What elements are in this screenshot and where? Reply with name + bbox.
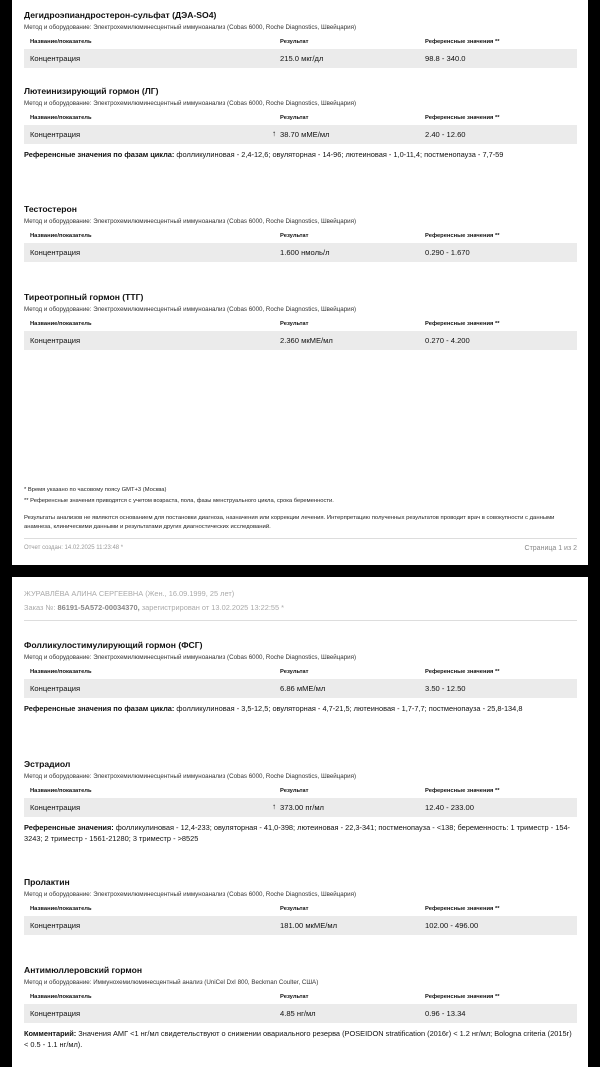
col-result-header: Результат (280, 115, 309, 121)
col-result-header: Результат (280, 321, 309, 327)
col-name-header: Название/показатель (30, 669, 92, 675)
method-line (24, 24, 577, 32)
reference-note (24, 822, 577, 844)
col-result-header: Результат (280, 906, 309, 912)
test-amh (24, 965, 577, 1050)
report-page-1 (12, 0, 588, 565)
test-lh (24, 86, 577, 160)
test-title: Лютеинизирующий гормон (ЛГ) (24, 86, 159, 96)
footnote-timezone: * Время указано по часовому поясу GMT+3 (Москва) (24, 487, 167, 493)
report-created: Отчет создан: 14.02.2025 11:23:48 * (24, 545, 124, 551)
row-ref: 0.290 - 1.670 (425, 248, 470, 257)
col-ref-header: Референсные значения ** (425, 906, 500, 912)
method-text: Электрохемилюминесцентный иммуноанализ (Cobas 6000, Roche Diagnostics, Швейцария) (93, 306, 357, 313)
table-row (24, 916, 577, 935)
table-header (24, 320, 577, 329)
note-text: Значения АМГ <1 нг/мл свидетельствуют о снижении овариального резерва (POSEIDON stratification (2016г) < 1.2 нг/мл; Bologna criteria (2015г) < 0.5 - 1.1 нг/мл). (24, 1029, 572, 1049)
row-name: Концентрация (30, 803, 81, 812)
table-row (24, 1004, 577, 1023)
col-ref-header: Референсные значения ** (425, 115, 500, 121)
row-result: 1.600 нмоль/л (280, 248, 330, 257)
row-result: 181.00 мкМЕ/мл (280, 921, 338, 930)
method-label: Метод и оборудование: (24, 773, 92, 780)
method-text: Электрохемилюминесцентный иммуноанализ (Cobas 6000, Roche Diagnostics, Швейцария) (93, 100, 357, 107)
row-ref: 3.50 - 12.50 (425, 684, 466, 693)
method-label: Метод и оборудование: (24, 24, 92, 31)
table-header (24, 787, 577, 796)
note-text: фолликулиновая - 3,5-12,5; овуляторная - 4,7-21,5; лютеиновая - 1,7-7,7; постменопауза - 25,8-134,8 (174, 704, 523, 713)
row-name: Концентрация (30, 130, 81, 139)
divider (24, 620, 577, 621)
test-title: Антимюллеровский гормон (24, 965, 143, 975)
table-header (24, 668, 577, 677)
method-label: Метод и оборудование: (24, 218, 92, 225)
table-row (24, 49, 577, 68)
table-row (24, 125, 577, 144)
arrow-up-icon: ↑ (272, 129, 276, 138)
footnote-reference: ** Референсные значения приводятся с учетом возраста, пола, фазы менструального цикла, срока беременности. (24, 498, 334, 504)
page-number: Страница 1 из 2 (524, 545, 577, 552)
row-result: 6.86 мМЕ/мл (280, 684, 326, 693)
col-ref-header: Референсные значения ** (425, 39, 500, 45)
method-text: Электрохемилюминесцентный иммуноанализ (Cobas 6000, Roche Diagnostics, Швейцария) (93, 218, 357, 225)
method-line (24, 100, 577, 108)
order-number: 86191-5A572-00034370, (57, 603, 140, 612)
row-ref: 98.8 - 340.0 (425, 54, 466, 63)
order-prefix: Заказ №: (24, 603, 56, 612)
row-result: 215.0 мкг/дл (280, 54, 324, 63)
note-label: Комментарий: (24, 1029, 77, 1038)
method-text: Электрохемилюминесцентный иммуноанализ (Cobas 6000, Roche Diagnostics, Швейцария) (93, 24, 357, 31)
col-result-header: Результат (280, 994, 309, 1000)
test-title: Пролактин (24, 877, 70, 887)
disclaimer: Результаты анализов не являются основанием для постановки диагноза, назначения или коррекции лечения. Интерпретацию полученных результатов проводит врач в совокупности с данными анамнеза, клиническими данными и результатами других диагностических исследований. (24, 515, 555, 530)
table-header (24, 114, 577, 123)
col-ref-header: Референсные значения ** (425, 788, 500, 794)
col-result-header: Результат (280, 233, 309, 239)
col-name-header: Название/показатель (30, 321, 92, 327)
col-result-header: Результат (280, 669, 309, 675)
col-name-header: Название/показатель (30, 115, 92, 121)
row-ref: 0.270 - 4.200 (425, 336, 470, 345)
method-line (24, 891, 577, 899)
note-label: Референсные значения: (24, 823, 114, 832)
table-row (24, 679, 577, 698)
row-name: Концентрация (30, 684, 81, 693)
arrow-up-icon: ↑ (272, 802, 276, 811)
col-ref-header: Референсные значения ** (425, 994, 500, 1000)
row-result: 2.360 мкМЕ/мл (280, 336, 333, 345)
row-result-cell (272, 798, 425, 817)
comment-note (24, 1028, 577, 1050)
method-line (24, 654, 577, 662)
table-header (24, 993, 577, 1002)
test-title: Дегидроэпиандростерон-сульфат (ДЭА-SO4) (24, 10, 217, 20)
col-ref-header: Референсные значения ** (425, 233, 500, 239)
row-name: Концентрация (30, 54, 81, 63)
row-name: Концентрация (30, 336, 81, 345)
table-header (24, 905, 577, 914)
row-ref: 102.00 - 496.00 (425, 921, 479, 930)
method-line (24, 218, 577, 226)
note-text: фолликулиновая - 2,4-12,6; овуляторная - 14-96; лютеиновая - 1,0-11,4; постменопауза - 7,7-59 (174, 150, 504, 159)
col-name-header: Название/показатель (30, 39, 92, 45)
note-label: Референсные значения по фазам цикла: (24, 150, 175, 159)
method-text: Электрохемилюминесцентный иммуноанализ (Cobas 6000, Roche Diagnostics, Швейцария) (93, 773, 357, 780)
order-info (24, 603, 284, 612)
row-result: 4.85 нг/мл (280, 1009, 316, 1018)
test-title: Эстрадиол (24, 759, 71, 769)
col-name-header: Название/показатель (30, 233, 92, 239)
patient-info: ЖУРАВЛЁВА АЛИНА СЕРГЕЕВНА (Жен., 16.09.1999, 25 лет) (24, 589, 235, 598)
row-name: Концентрация (30, 1009, 81, 1018)
method-line (24, 773, 577, 781)
test-estradiol (24, 759, 577, 844)
table-header (24, 232, 577, 241)
table-row (24, 243, 577, 262)
test-dhea-s (24, 10, 577, 68)
method-label: Метод и оборудование: (24, 306, 92, 313)
method-label: Метод и оборудование: (24, 891, 92, 898)
method-text: Иммунохемилюминесцентный анализ (UniCel DxI 800, Beckman Coulter, США) (93, 979, 319, 986)
col-result-header: Результат (280, 788, 309, 794)
reference-note (24, 703, 577, 714)
row-result-cell (272, 125, 425, 144)
test-fsh (24, 640, 577, 714)
test-title: Тестостерон (24, 204, 77, 214)
col-ref-header: Референсные значения ** (425, 321, 500, 327)
table-row (24, 798, 577, 817)
row-ref: 12.40 - 233.00 (425, 803, 474, 812)
test-testosterone (24, 204, 577, 262)
col-name-header: Название/показатель (30, 994, 92, 1000)
test-title: Тиреотропный гормон (ТТГ) (24, 292, 144, 302)
row-result: 373.00 пг/мл (280, 803, 324, 812)
table-row (24, 331, 577, 350)
method-line (24, 306, 577, 314)
report-page-2 (12, 577, 588, 1067)
test-prolactin (24, 877, 577, 935)
col-name-header: Название/показатель (30, 906, 92, 912)
note-label: Референсные значения по фазам цикла: (24, 704, 175, 713)
col-ref-header: Референсные значения ** (425, 669, 500, 675)
row-ref: 0.96 - 13.34 (425, 1009, 466, 1018)
row-name: Концентрация (30, 248, 81, 257)
note-text: фолликулиновая - 12,4-233; овуляторная - 41,0-398; лютеиновая - 22,3-341; постменопауза - <138; беременность: 1 триместр - 154-3243; 2 триместр - 1561-21280; 3 триместр - >8525 (24, 823, 571, 843)
col-name-header: Название/показатель (30, 788, 92, 794)
table-header (24, 38, 577, 47)
row-result: 38.70 мМЕ/мл (280, 130, 330, 139)
row-ref: 2.40 - 12.60 (425, 130, 466, 139)
method-text: Электрохемилюминесцентный иммуноанализ (Cobas 6000, Roche Diagnostics, Швейцария) (93, 654, 357, 661)
method-label: Метод и оборудование: (24, 654, 92, 661)
divider (24, 538, 577, 539)
method-text: Электрохемилюминесцентный иммуноанализ (Cobas 6000, Roche Diagnostics, Швейцария) (93, 891, 357, 898)
method-label: Метод и оборудование: (24, 100, 92, 107)
test-title: Фолликулостимулирующий гормон (ФСГ) (24, 640, 203, 650)
method-line (24, 979, 577, 987)
reference-note (24, 149, 577, 160)
order-registered: зарегистрирован от 13.02.2025 13:22:55 * (141, 603, 285, 612)
col-result-header: Результат (280, 39, 309, 45)
method-label: Метод и оборудование: (24, 979, 92, 986)
row-name: Концентрация (30, 921, 81, 930)
test-tsh (24, 292, 577, 350)
